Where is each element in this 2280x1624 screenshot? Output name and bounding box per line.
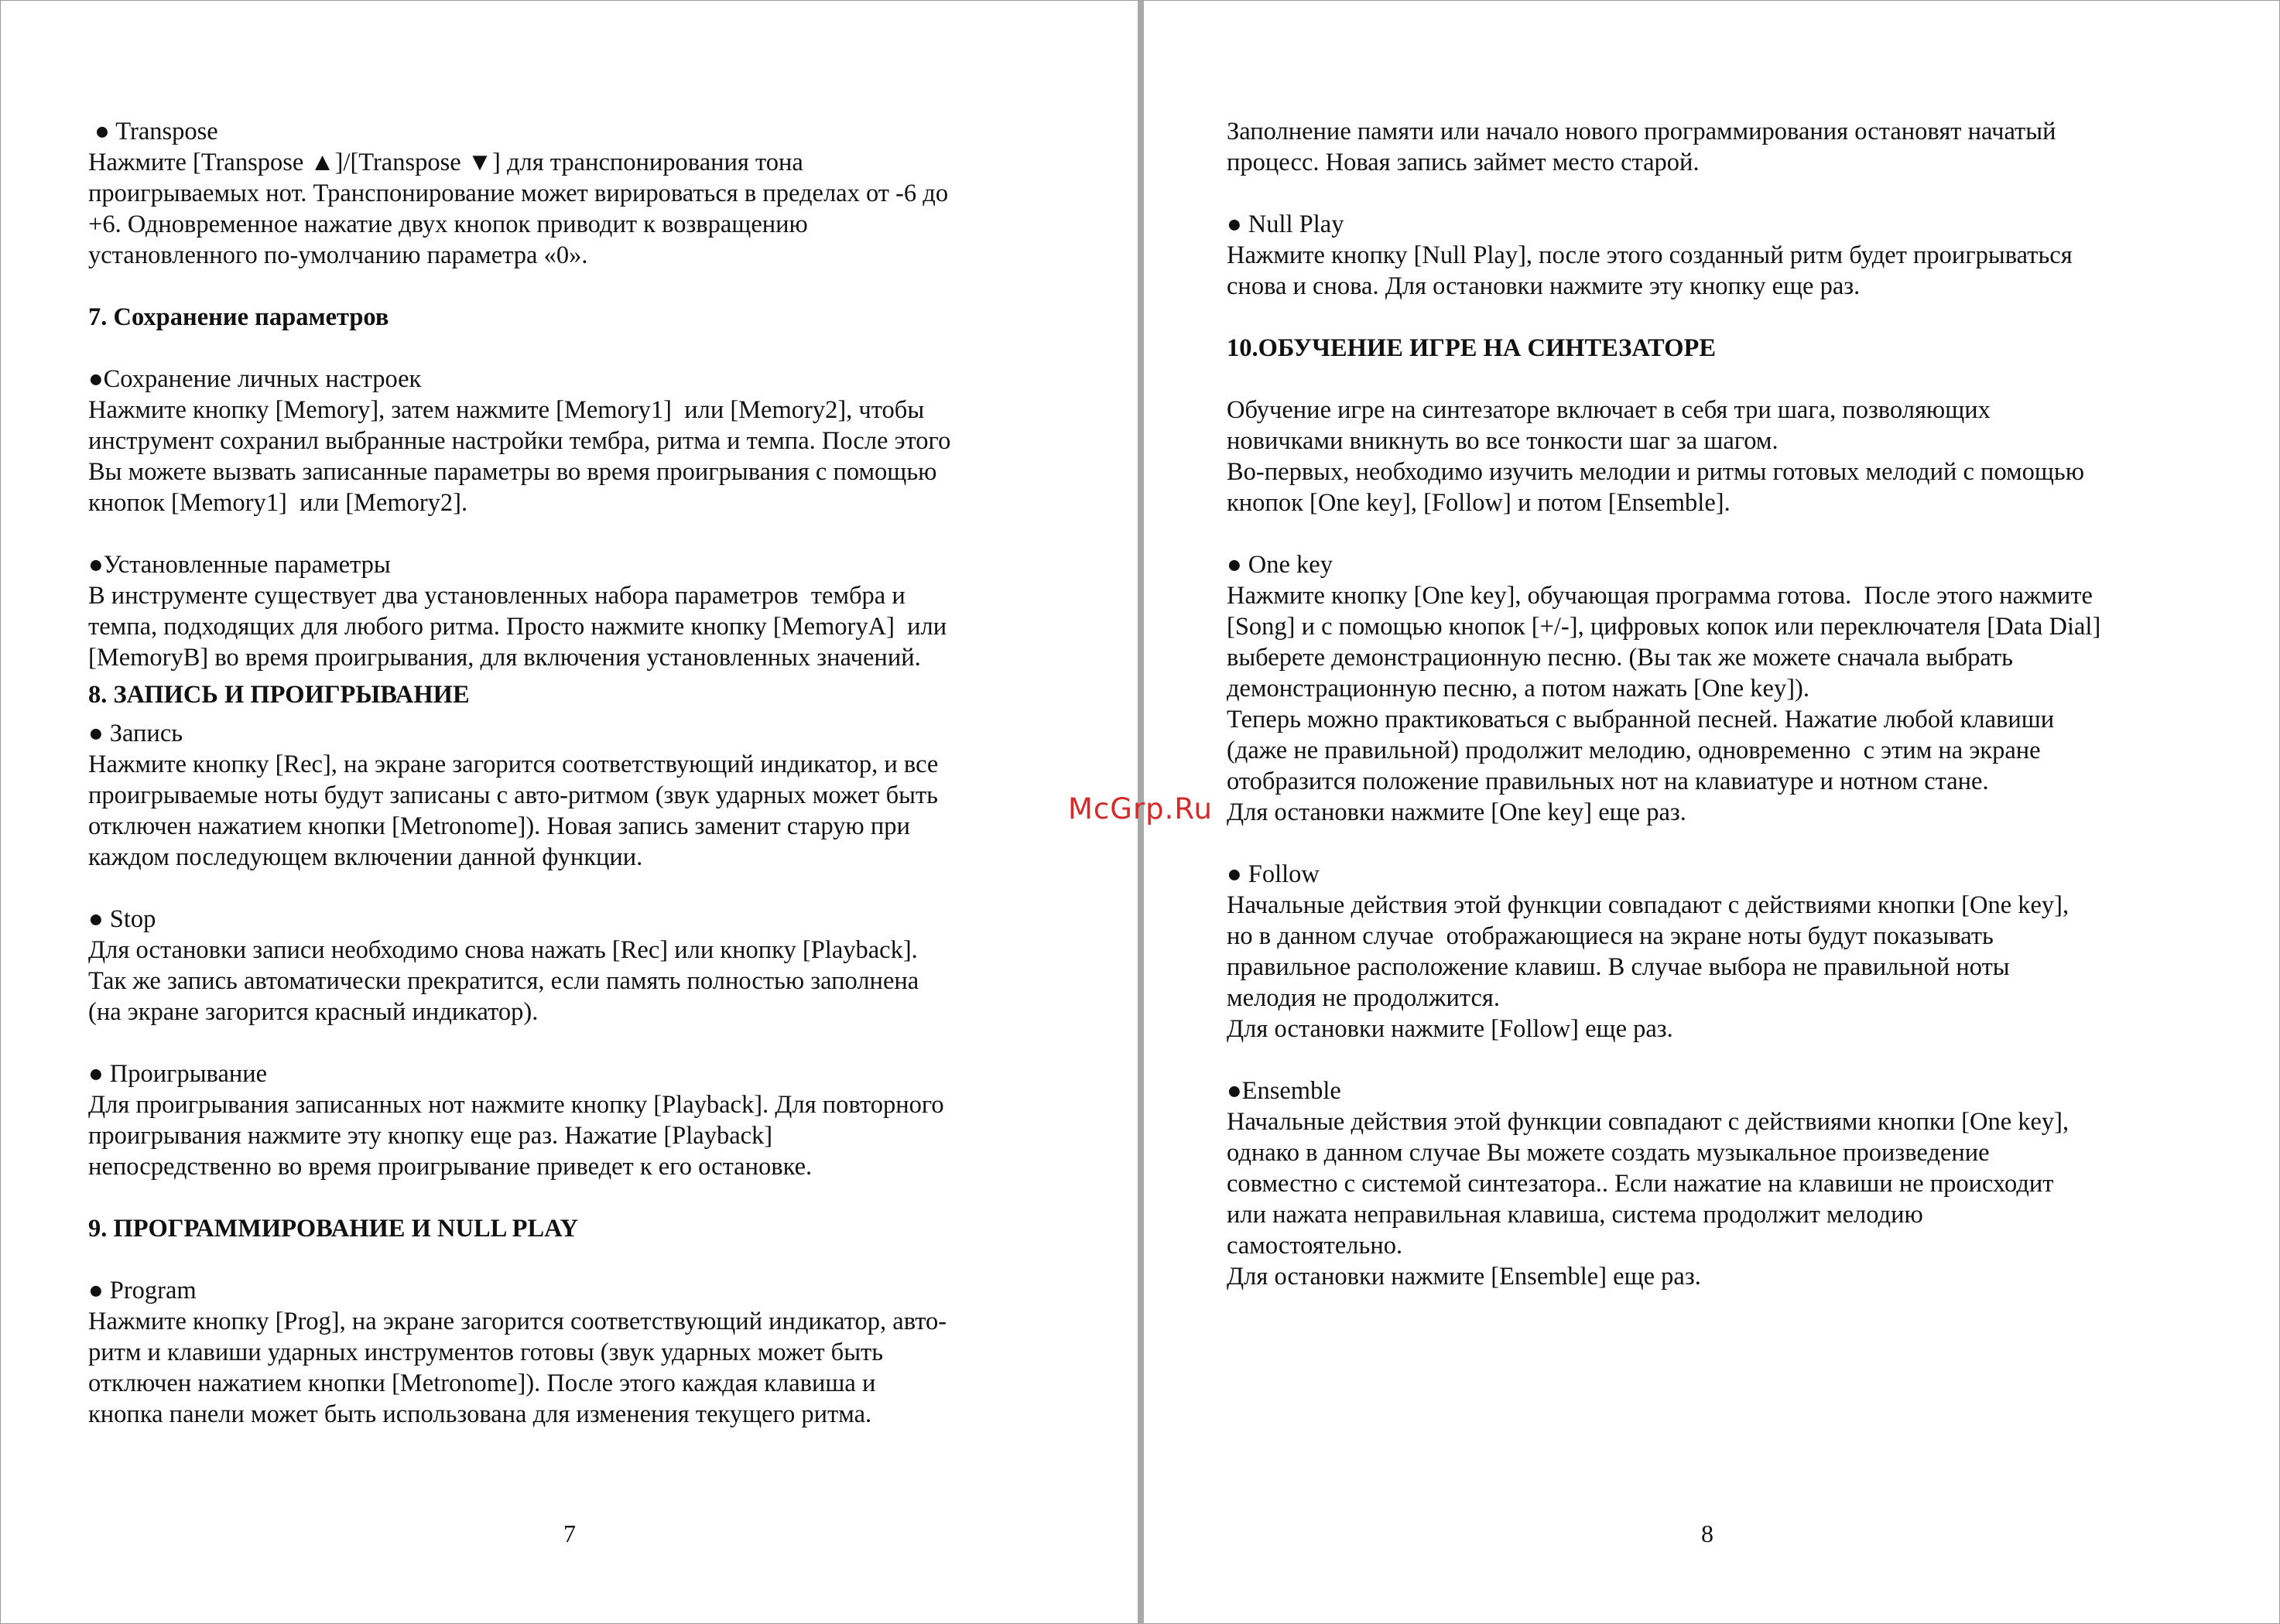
bullet-heading: ● Проигрывание xyxy=(88,1060,268,1088)
page-number-right: 8 xyxy=(1701,1520,1713,1547)
text-line: мелодия не продолжится. xyxy=(1227,984,1500,1012)
text-line: Нажмите кнопку [One key], обучающая программа готова. После этого нажмите xyxy=(1227,582,2093,610)
text-line: совместно с системой синтезатора.. Если нажатие на клавиши не происходит xyxy=(1227,1170,2054,1198)
text-line: (на экране загорится красный индикатор). xyxy=(88,998,539,1026)
text-line: Во-первых, необходимо изучить мелодии и ритмы готовых мелодий с помощью xyxy=(1227,458,2085,486)
text-line: ритм и клавиши ударных инструментов готовы (звук ударных может быть xyxy=(88,1339,884,1366)
text-line: однако в данном случае Вы можете создать музыкальное произведение xyxy=(1227,1139,1990,1167)
text-line: инструмент сохранил выбранные настройки тембра, ритма и темпа. После этого xyxy=(88,427,951,455)
watermark: McGrp.Ru xyxy=(1068,792,1213,826)
blank-line xyxy=(1227,178,2248,209)
text-line: кнопок [One key], [Follow] и потом [Ensemble]. xyxy=(1227,489,1731,517)
text-line: кнопок [Memory1] или [Memory2]. xyxy=(88,489,468,517)
text-line: Для остановки нажмите [One key] еще раз. xyxy=(1227,798,1686,826)
section-heading: 10.ОБУЧЕНИЕ ИГРЕ НА СИНТЕЗАТОРЕ xyxy=(1227,334,1717,362)
bullet-heading: ● Запись xyxy=(88,720,183,747)
text-line: Начальные действия этой функции совпадают с действиями кнопки [One key], xyxy=(1227,891,2069,919)
page-number-left: 7 xyxy=(563,1520,576,1547)
text-line: каждом последующем включении данной функции. xyxy=(88,843,643,871)
blank-line xyxy=(88,271,1094,302)
text-line: Так же запись автоматически прекратится, если память полностью заполнена xyxy=(88,967,919,995)
bullet-heading: ● Program xyxy=(88,1277,197,1304)
text-line: Вы можете вызвать записанные параметры во время проигрывания с помощью xyxy=(88,458,937,486)
text-line: Для проигрывания записанных нот нажмите кнопку [Playback]. Для повторного xyxy=(88,1091,944,1119)
blank-line xyxy=(88,333,1094,364)
text-line: непосредственно во время проигрывание приведет к его остановке. xyxy=(88,1153,813,1181)
text-line: отключен нажатием кнопки [Metronome]). Новая запись заменит старую при xyxy=(88,812,910,840)
blank-line xyxy=(1227,828,2248,859)
text-line: Нажмите кнопку [Null Play], после этого созданный ритм будет проигрываться xyxy=(1227,241,2073,269)
text-line: отобразится положение правильных нот на клавиатуре и нотном стане. xyxy=(1227,768,1989,795)
blank-line xyxy=(88,873,1094,904)
bullet-heading: ● Null Play xyxy=(1227,210,1344,238)
text-line: В инструменте существует два установленных набора параметров тембра и xyxy=(88,582,905,610)
blank-line xyxy=(88,1244,1094,1275)
blank-line xyxy=(88,1182,1094,1213)
blank-line xyxy=(88,1027,1094,1058)
text-line: Теперь можно практиковаться с выбранной песней. Нажатие любой клавиши xyxy=(1227,706,2055,733)
text-line: установленного по-умолчанию параметра «0». xyxy=(88,241,588,269)
text-line: кнопка панели может быть использована для изменения текущего ритма. xyxy=(88,1400,872,1428)
text-line: новичками вникнуть во все тонкости шаг за шагом. xyxy=(1227,427,1778,455)
left-page-text xyxy=(88,116,1094,1430)
blank-line xyxy=(1227,302,2248,333)
text-line: снова и снова. Для остановки нажмите эту кнопку еще раз. xyxy=(1227,272,1861,300)
blank-line xyxy=(88,518,1094,549)
bullet-heading: ● Stop xyxy=(88,905,156,933)
text-line: самостоятельно. xyxy=(1227,1232,1403,1260)
text-line: Для остановки нажмите [Follow] еще раз. xyxy=(1227,1015,1673,1043)
text-line: [Song] и с помощью кнопок [+/-], цифровых копок или переключателя [Data Dial] xyxy=(1227,613,2101,641)
text-line: отключен нажатием кнопки [Metronome]). После этого каждая клавиша и xyxy=(88,1369,876,1397)
text-line: процесс. Новая запись займет место старой. xyxy=(1227,149,1700,176)
text-line: Нажмите кнопку [Memory], затем нажмите [Memory1] или [Memory2], чтобы xyxy=(88,396,925,424)
text-line: Заполнение памяти или начало нового программирования остановят начатый xyxy=(1227,118,2056,145)
text-line: или нажата неправильная клавиша, система продолжит мелодию xyxy=(1227,1201,1923,1229)
bullet-heading: ●Сохранение личных настроек xyxy=(88,365,422,393)
blank-line xyxy=(1227,1044,2248,1075)
text-line: проигрывания нажмите эту кнопку еще раз. Нажатие [Playback] xyxy=(88,1122,773,1150)
bullet-heading: ● Transpose xyxy=(88,118,218,145)
text-line: выберете демонстрационную песню. (Вы так же можете сначала выбрать xyxy=(1227,644,2013,672)
bullet-heading: ●Ensemble xyxy=(1227,1077,1341,1105)
bullet-heading: ●Установленные параметры xyxy=(88,551,391,579)
text-line: Для остановки нажмите [Ensemble] еще раз. xyxy=(1227,1263,1701,1291)
text-line: [MemoryB] во время проигрывания, для включения установленных значений. xyxy=(88,644,921,672)
bullet-heading: ● One key xyxy=(1227,551,1333,579)
section-heading: 7. Сохранение параметров xyxy=(88,303,389,331)
section-heading: 8. ЗАПИСЬ И ПРОИГРЫВАНИЕ xyxy=(88,681,470,709)
text-line: но в данном случае отображающиеся на экране ноты будут показывать xyxy=(1227,922,1994,950)
section-heading: 9. ПРОГРАММИРОВАНИЕ И NULL PLAY xyxy=(88,1215,579,1243)
text-line: демонстрационную песню, а потом нажать [One key]). xyxy=(1227,675,1809,703)
text-line: Обучение игре на синтезаторе включает в себя три шага, позволяющих xyxy=(1227,396,1991,424)
blank-line xyxy=(1227,364,2248,395)
text-line: Нажмите кнопку [Rec], на экране загорится соответствующий индикатор, и все xyxy=(88,750,939,778)
text-line: +6. Одновременное нажатие двух кнопок приводит к возвращению xyxy=(88,210,808,238)
text-line: проигрываемые ноты будут записаны с авто-ритмом (звук ударных может быть xyxy=(88,781,938,809)
text-line: (даже не правильной) продолжит мелодию, одновременно с этим на экране xyxy=(1227,737,2041,764)
blank-line xyxy=(1227,518,2248,549)
text-line: Нажмите [Transpose ▲]/[Transpose ▼] для транспонирования тона xyxy=(88,149,803,176)
text-line: темпа, подходящих для любого ритма. Просто нажмите кнопку [MemoryA] или xyxy=(88,613,947,641)
text-line: проигрываемых нот. Транспонирование может вирироваться в пределах от -6 до xyxy=(88,179,949,207)
text-line: Начальные действия этой функции совпадают с действиями кнопки [One key], xyxy=(1227,1108,2069,1136)
text-line: Нажмите кнопку [Prog], на экране загорится соответствующий индикатор, авто- xyxy=(88,1308,947,1335)
bullet-heading: ● Follow xyxy=(1227,860,1320,888)
text-line: Для остановки записи необходимо снова нажать [Rec] или кнопку [Playback]. xyxy=(88,936,918,964)
right-page-text xyxy=(1227,116,2248,1292)
text-line: правильное расположение клавиш. В случае выбора не правильной ноты xyxy=(1227,953,2010,981)
